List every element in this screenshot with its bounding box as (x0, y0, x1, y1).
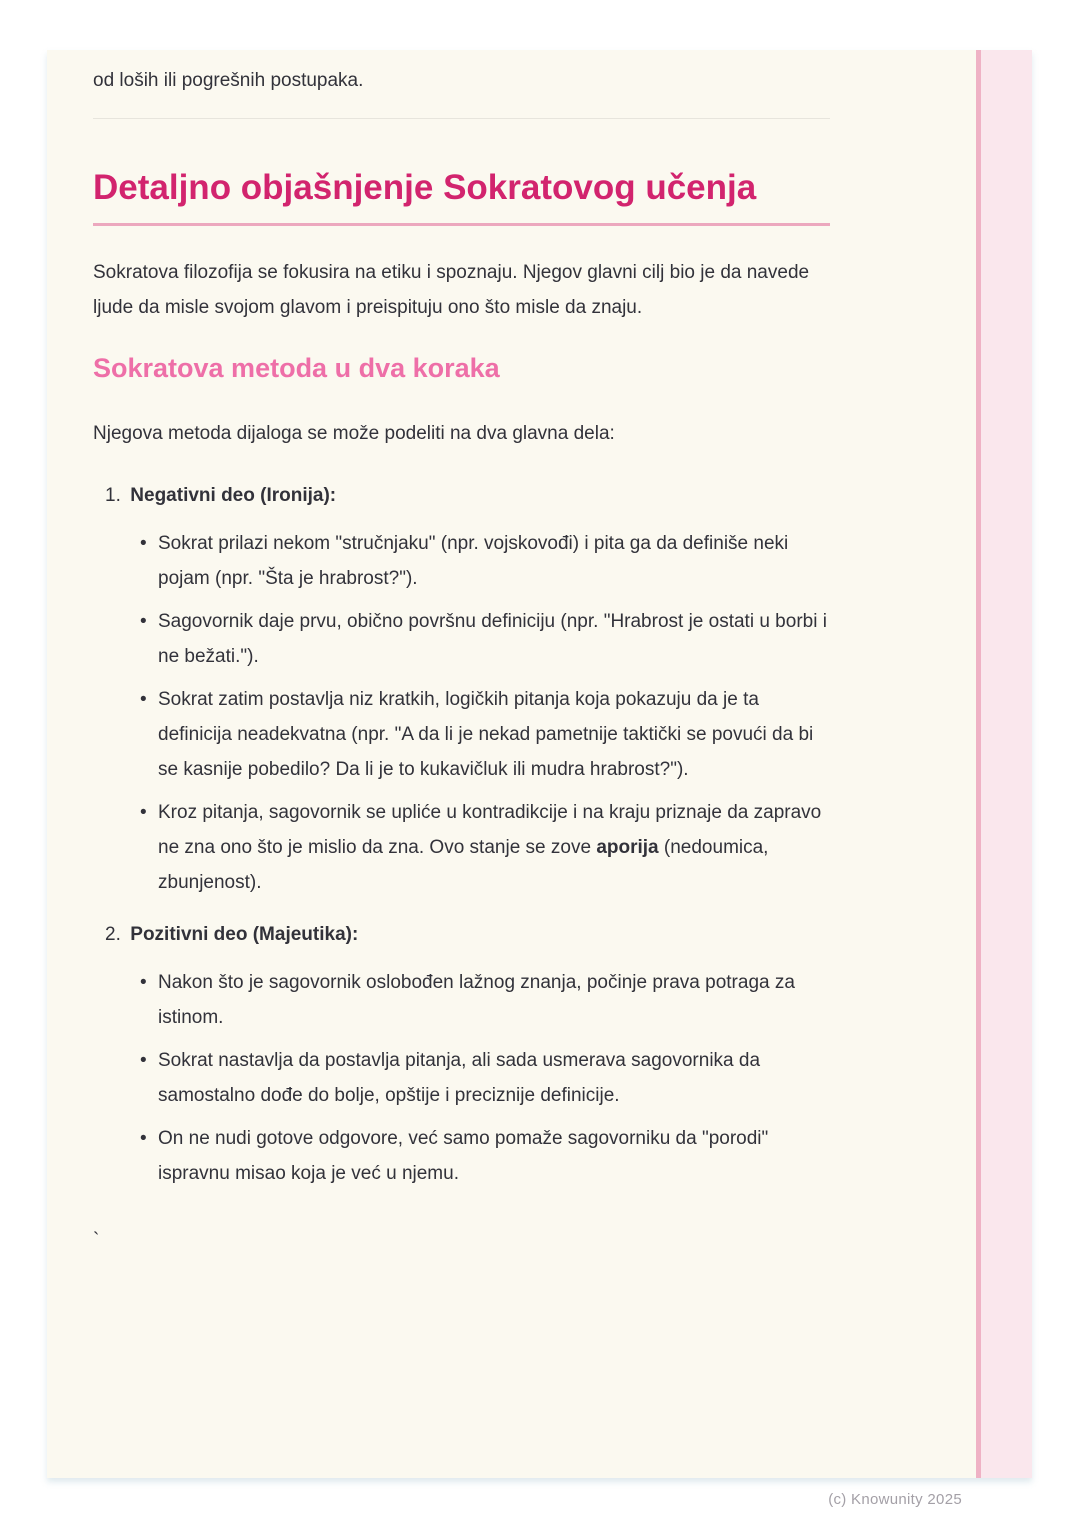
step-heading (105, 478, 830, 513)
list-item (105, 917, 830, 1191)
bullet-list (105, 965, 830, 1191)
list-item (105, 1121, 830, 1191)
list-item (105, 795, 830, 900)
bullet-text: On ne nudi gotove odgovore, već samo pomaže sagovorniku da "porodi" ispravnu misao koja je već u njemu. (158, 1128, 769, 1184)
section-divider (93, 118, 830, 119)
bullet-text: Sokrat nastavlja da postavlja pitanja, ali sada usmerava sagovornika da samostalno dođe do bolje, opštije i preciznije definicije. (158, 1050, 761, 1106)
bullet-text: Sagovornik daje prvu, obično površnu definiciju (npr. "Hrabrost je ostati u borbi i ne bežati."). (158, 611, 827, 667)
bullet-icon: • (140, 1050, 147, 1071)
document-page (47, 50, 1032, 1508)
list-item (105, 478, 830, 900)
trailing-character: ` (93, 1230, 100, 1251)
steps-list (93, 478, 830, 1191)
leading-paragraph: od loših ili pogrešnih postupaka. (93, 70, 364, 91)
section-heading: Sokratova metoda u dva koraka (93, 353, 500, 383)
bullet-icon: • (140, 802, 147, 823)
bullet-text: Nakon što je sagovornik oslobođen lažnog znanja, počinje prava potraga za istinom. (158, 972, 795, 1028)
footer-credit: (c) Knowunity 2025 (828, 1491, 962, 1508)
bullet-icon: • (140, 1128, 147, 1149)
page-accent-stripe (976, 50, 1032, 1478)
bullet-icon: • (140, 611, 147, 632)
list-item (105, 1043, 830, 1113)
step-title: Pozitivni deo (Majeutika): (130, 924, 359, 945)
bullet-text: Sokrat prilazi nekom "stručnjaku" (npr. vojskovođi) i pita ga da definiše neki pojam (npr. "Šta je hrabrost?"). (158, 533, 789, 589)
bullet-list (105, 526, 830, 900)
step-number: 2. (105, 924, 121, 945)
bullet-text: Sokrat zatim postavlja niz kratkih, logičkih pitanja koja pokazuju da je ta definicija neadekvatna (npr. "A da li je nekad pametnije taktički se povući da bi se kasnije pobedilo? Da li je to kukavičluk ili mudra hrabrost?"). (158, 689, 814, 780)
document-content (93, 50, 830, 1258)
bullet-icon: • (140, 689, 147, 710)
step-heading (105, 917, 830, 952)
list-item (105, 682, 830, 787)
list-item (105, 526, 830, 596)
bullet-icon: • (140, 972, 147, 993)
bullet-text: Kroz pitanja, sagovornik se upliće u kontradikcije i na kraju priznaje da zapravo ne zna ono što je mislio da zna. Ovo stanje se zove aporija (nedoumica, zbunjenost). (158, 802, 822, 893)
document-title: Detaljno objašnjenje Sokratovog učenja (93, 168, 757, 207)
list-item (105, 604, 830, 674)
title-underline (93, 223, 830, 226)
section-intro-paragraph: Njegova metoda dijaloga se može podeliti na dva glavna dela: (93, 423, 615, 444)
list-item (105, 965, 830, 1035)
intro-paragraph: Sokratova filozofija se fokusira na etiku i spoznaju. Njegov glavni cilj bio je da navede ljude da misle svojom glavom i preispituju ono što misle da znaju. (93, 262, 810, 318)
bullet-icon: • (140, 533, 147, 554)
step-title: Negativni deo (Ironija): (130, 485, 337, 506)
step-number: 1. (105, 485, 121, 506)
